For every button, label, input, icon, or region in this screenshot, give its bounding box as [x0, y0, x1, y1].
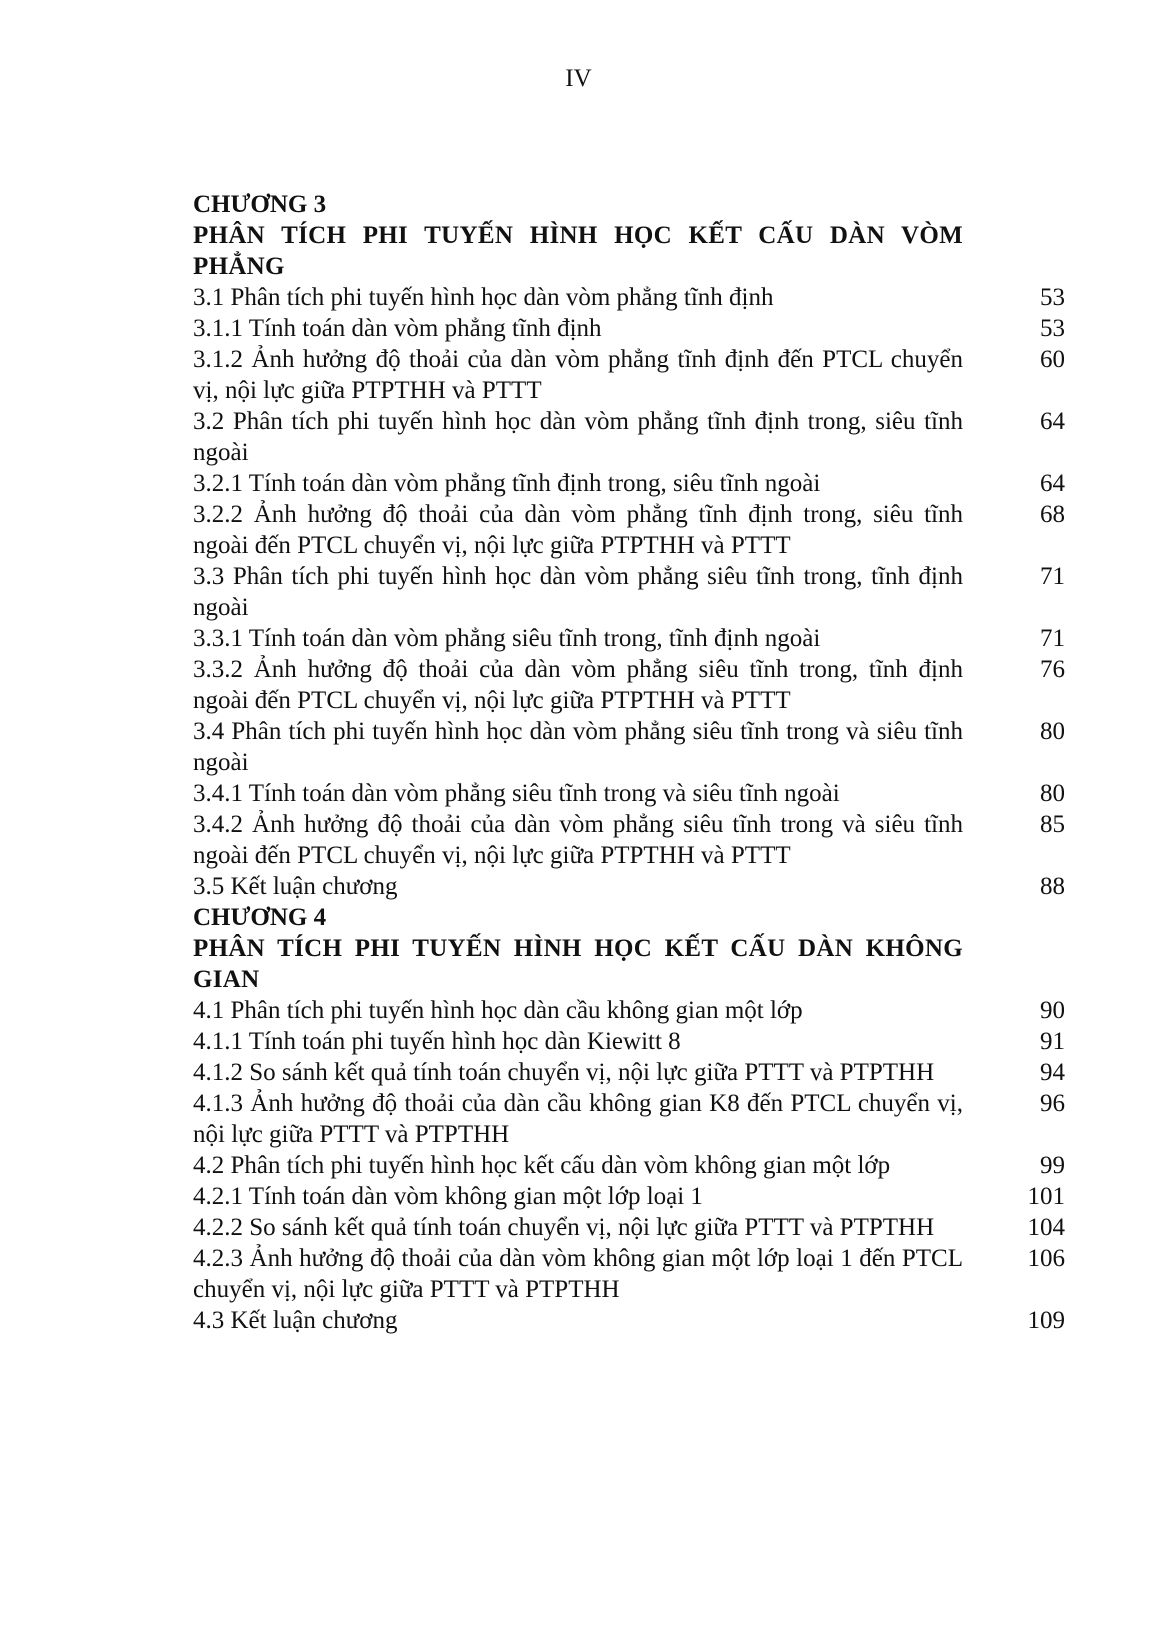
chapter-label: CHƯƠNG 4 — [193, 904, 327, 931]
toc-entry — [193, 1150, 1065, 1181]
toc-entry — [193, 871, 1065, 902]
toc-entry-page: 53 — [1040, 284, 1065, 311]
toc-entry-text: 4.2 Phân tích phi tuyến hình học kết cấu dàn vòm không gian một lớp — [193, 1152, 891, 1179]
toc-entry — [193, 1305, 1065, 1336]
toc-entry-page: 96 — [1040, 1090, 1065, 1117]
toc-entry-text: 3.2.2 Ảnh hưởng độ thoải của dàn vòm phẳng tĩnh định trong, siêu tĩnh ngoài đến PTCL chuyển vị, nội lực giữa PTPTHH và PTTT — [193, 501, 963, 559]
toc-entry — [193, 1212, 1065, 1243]
toc-entry-text: 3.4.1 Tính toán dàn vòm phẳng siêu tĩnh trong và siêu tĩnh ngoài — [193, 780, 840, 807]
toc-entry — [193, 1243, 1065, 1305]
toc-entry-page: 106 — [1027, 1245, 1065, 1272]
toc-entry-page: 101 — [1027, 1183, 1065, 1210]
toc-entry — [193, 282, 1065, 313]
toc-entry-text: 3.5 Kết luận chương — [193, 873, 398, 900]
toc-entry-text: 3.2.1 Tính toán dàn vòm phẳng tĩnh định trong, siêu tĩnh ngoài — [193, 470, 821, 497]
page-number: IV — [565, 65, 592, 92]
table-of-contents — [193, 189, 1065, 1336]
toc-entry — [193, 499, 1065, 561]
toc-entry-page: 88 — [1040, 873, 1065, 900]
toc-entry-text: 4.1.1 Tính toán phi tuyến hình học dàn Kiewitt 8 — [193, 1028, 681, 1055]
toc-entry — [193, 654, 1065, 716]
toc-entry-text: 4.3 Kết luận chương — [193, 1307, 398, 1334]
toc-entry-page: 99 — [1040, 1152, 1065, 1179]
toc-entry-text: 3.3.1 Tính toán dàn vòm phẳng siêu tĩnh trong, tĩnh định ngoài — [193, 625, 821, 652]
toc-entry — [193, 468, 1065, 499]
chapter-title: PHÂN TÍCH PHI TUYẾN HÌNH HỌC KẾT CẤU DÀN VÒM PHẲNG — [193, 222, 963, 280]
toc-entry-page: 109 — [1027, 1307, 1065, 1334]
toc-entry — [193, 716, 1065, 778]
toc-entry-page: 80 — [1040, 780, 1065, 807]
toc-entry-text: 3.3 Phân tích phi tuyến hình học dàn vòm phẳng siêu tĩnh trong, tĩnh định ngoài — [193, 563, 963, 621]
toc-entry-text: 3.4 Phân tích phi tuyến hình học dàn vòm phẳng siêu tĩnh trong và siêu tĩnh ngoài — [193, 718, 963, 776]
chapter-3-section — [193, 189, 1065, 902]
toc-entry-page: 94 — [1040, 1059, 1065, 1086]
toc-entry — [193, 778, 1065, 809]
toc-entry-text: 3.4.2 Ảnh hưởng độ thoải của dàn vòm phẳng siêu tĩnh trong và siêu tĩnh ngoài đến PTCL chuyển vị, nội lực giữa PTPTHH và PTTT — [193, 811, 963, 869]
toc-entry — [193, 561, 1065, 623]
toc-entry-page: 104 — [1027, 1214, 1065, 1241]
toc-entry-page: 71 — [1040, 625, 1065, 652]
toc-entry — [193, 1026, 1065, 1057]
toc-entry-text: 4.2.3 Ảnh hưởng độ thoải của dàn vòm không gian một lớp loại 1 đến PTCL chuyển vị, nội lực giữa PTTT và PTPTHH — [193, 1245, 963, 1303]
toc-entry-text: 4.1.2 So sánh kết quả tính toán chuyển vị, nội lực giữa PTTT và PTPTHH — [193, 1059, 935, 1086]
toc-entry-page: 68 — [1040, 501, 1065, 528]
toc-entry-page: 64 — [1040, 470, 1065, 497]
toc-entry-page: 71 — [1040, 563, 1065, 590]
chapter-label: CHƯƠNG 3 — [193, 191, 327, 218]
toc-entry — [193, 313, 1065, 344]
toc-entry-page: 80 — [1040, 718, 1065, 745]
toc-entry-page: 60 — [1040, 346, 1065, 373]
toc-entry — [193, 1057, 1065, 1088]
toc-entry — [193, 1181, 1065, 1212]
toc-entry-text: 3.3.2 Ảnh hưởng độ thoải của dàn vòm phẳng siêu tĩnh trong, tĩnh định ngoài đến PTCL chuyển vị, nội lực giữa PTPTHH và PTTT — [193, 656, 963, 714]
toc-entry-page: 90 — [1040, 997, 1065, 1024]
toc-entry — [193, 623, 1065, 654]
chapter-title: PHÂN TÍCH PHI TUYẾN HÌNH HỌC KẾT CẤU DÀN KHÔNG GIAN — [193, 935, 963, 993]
chapter-4-section — [193, 902, 1065, 1336]
toc-entry-page: 91 — [1040, 1028, 1065, 1055]
toc-entry — [193, 406, 1065, 468]
toc-entry — [193, 995, 1065, 1026]
toc-entry-text: 4.2.1 Tính toán dàn vòm không gian một lớp loại 1 — [193, 1183, 703, 1210]
toc-entry — [193, 344, 1065, 406]
toc-entry-page: 64 — [1040, 408, 1065, 435]
toc-entry-text: 3.1 Phân tích phi tuyến hình học dàn vòm phẳng tĩnh định — [193, 284, 774, 311]
toc-entry — [193, 1088, 1065, 1150]
toc-entry-text: 4.1.3 Ảnh hưởng độ thoải của dàn cầu không gian K8 đến PTCL chuyển vị, nội lực giữa PTTT và PTPTHH — [193, 1090, 963, 1148]
toc-entry-text: 4.1 Phân tích phi tuyến hình học dàn cầu không gian một lớp — [193, 997, 803, 1024]
toc-entry-page: 85 — [1040, 811, 1065, 838]
toc-entry-text: 4.2.2 So sánh kết quả tính toán chuyển vị, nội lực giữa PTTT và PTPTHH — [193, 1214, 935, 1241]
toc-entry-text: 3.1.1 Tính toán dàn vòm phẳng tĩnh định — [193, 315, 602, 342]
toc-entry-text: 3.1.2 Ảnh hưởng độ thoải của dàn vòm phẳng tĩnh định đến PTCL chuyển vị, nội lực giữa PTPTHH và PTTT — [193, 346, 963, 404]
toc-entry-page: 53 — [1040, 315, 1065, 342]
toc-entry — [193, 809, 1065, 871]
toc-entry-text: 3.2 Phân tích phi tuyến hình học dàn vòm phẳng tĩnh định trong, siêu tĩnh ngoài — [193, 408, 963, 466]
toc-entry-page: 76 — [1040, 656, 1065, 683]
